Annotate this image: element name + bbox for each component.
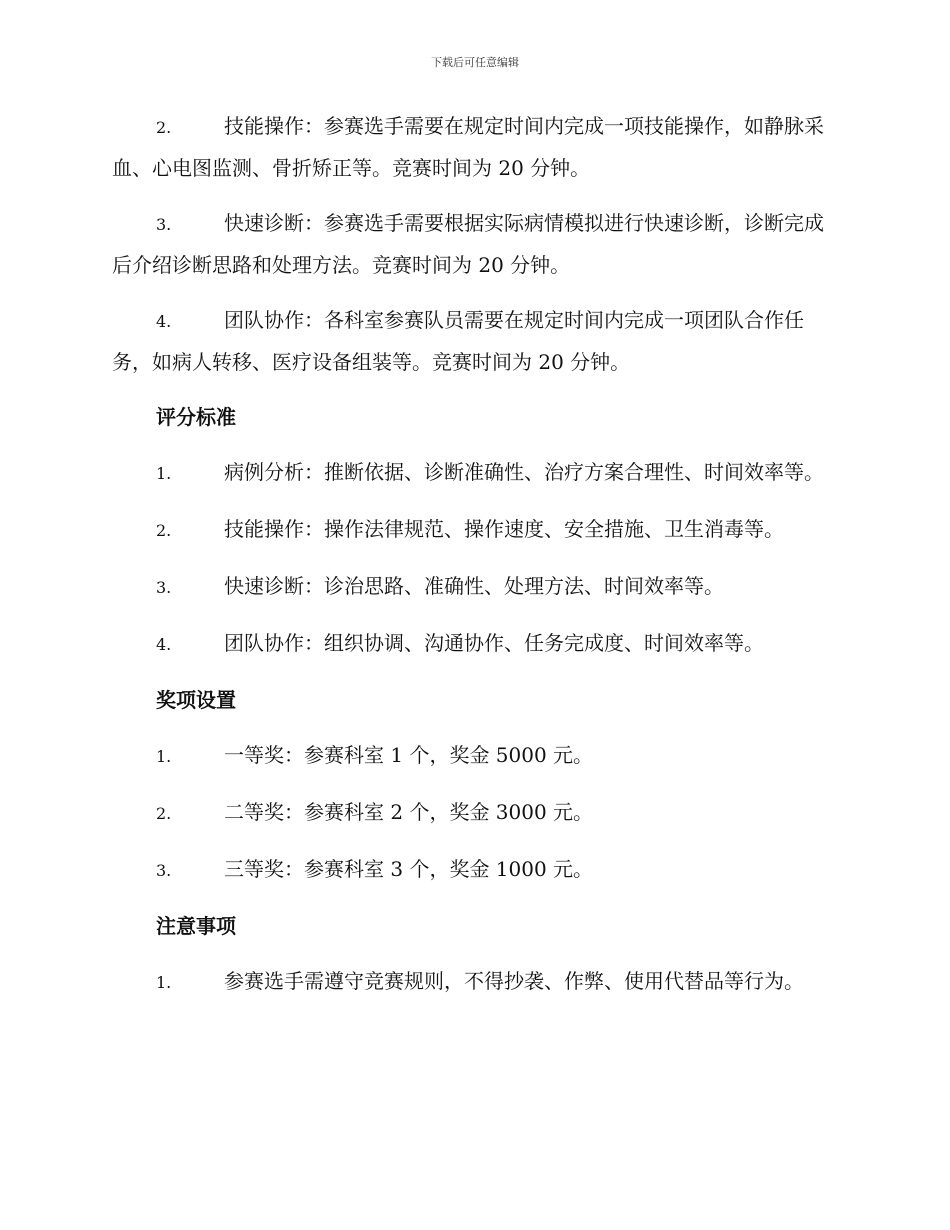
- section-heading-notes: 注意事项: [156, 914, 236, 938]
- item-text: 三等奖：参赛科室 3 个，奖金 1000 元。: [224, 857, 594, 881]
- item-text: 快速诊断：参赛选手需要根据实际病情模拟进行快速诊断，诊断完成后介绍诊断思路和处理方法。竞赛时间为 20 分钟。: [112, 211, 824, 277]
- item-number: 2.: [156, 521, 172, 540]
- item-text: 技能操作：参赛选手需要在规定时间内完成一项技能操作，如静脉采血、心电图监测、骨折矫正等。竞赛时间为 20 分钟。: [112, 114, 824, 180]
- item-text: 团队协作：组织协调、沟通协作、任务完成度、时间效率等。: [224, 631, 764, 655]
- item-text: 病例分析：推断依据、诊断准确性、治疗方案合理性、时间效率等。: [224, 460, 824, 484]
- item-text: 技能操作：操作法律规范、操作速度、安全措施、卫生消毒等。: [224, 517, 784, 541]
- list-item: [112, 566, 834, 608]
- item-text: 参赛选手需遵守竞赛规则，不得抄袭、作弊、使用代替品等行为。: [224, 969, 804, 993]
- item-number: 3.: [156, 215, 172, 234]
- list-item: [112, 961, 834, 1003]
- list-item: [112, 623, 834, 665]
- page-header: 下载后可任意编辑: [431, 56, 519, 69]
- list-item: [112, 106, 834, 188]
- item-number: 4.: [156, 312, 172, 331]
- item-text: 快速诊断：诊治思路、准确性、处理方法、时间效率等。: [224, 574, 724, 598]
- list-item: [112, 509, 834, 551]
- item-number: 4.: [156, 635, 172, 654]
- item-number: 3.: [156, 578, 172, 597]
- section-heading-awards: 奖项设置: [156, 688, 236, 712]
- list-item: [112, 735, 834, 777]
- item-number: 3.: [156, 861, 172, 880]
- item-text: 二等奖：参赛科室 2 个，奖金 3000 元。: [224, 800, 594, 824]
- list-item: [112, 203, 834, 285]
- item-text: 团队协作：各科室参赛队员需要在规定时间内完成一项团队合作任务，如病人转移、医疗设备组装等。竞赛时间为 20 分钟。: [112, 308, 804, 374]
- list-item: [112, 792, 834, 834]
- document-body: [112, 106, 834, 1018]
- list-item: [112, 849, 834, 891]
- list-item: [112, 300, 834, 382]
- item-number: 1.: [156, 973, 172, 992]
- section-heading-scoring: 评分标准: [156, 405, 236, 429]
- item-number: 1.: [156, 747, 172, 766]
- item-number: 2.: [156, 118, 172, 137]
- item-number: 2.: [156, 804, 172, 823]
- list-item: [112, 452, 834, 494]
- item-text: 一等奖：参赛科室 1 个，奖金 5000 元。: [224, 743, 594, 767]
- item-number: 1.: [156, 464, 172, 483]
